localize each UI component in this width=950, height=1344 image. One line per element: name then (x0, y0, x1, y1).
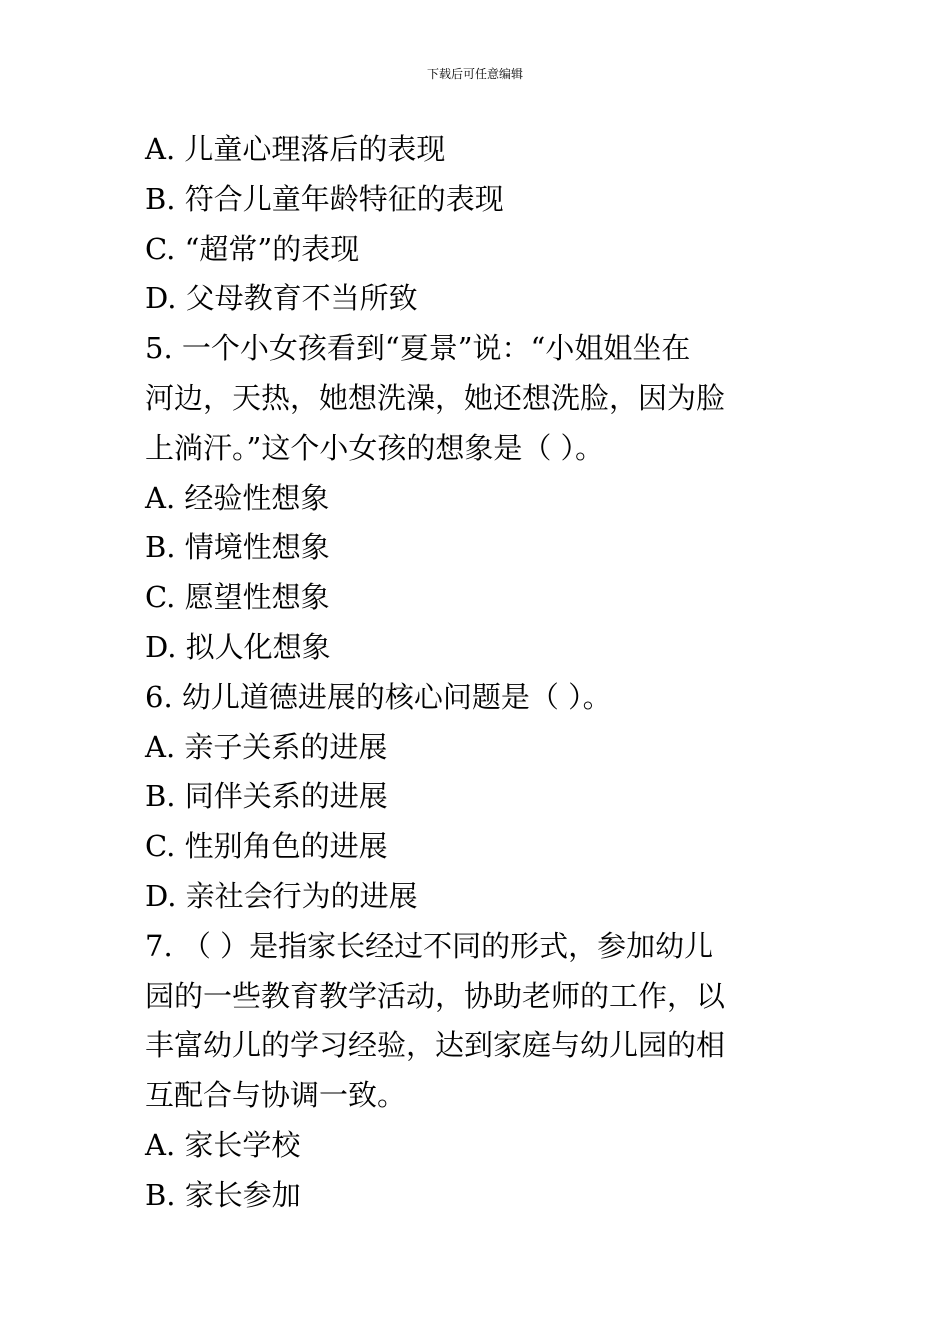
question-5-line: 5. 一个小女孩看到“夏景”说：“小姐姐坐在 (145, 331, 691, 366)
option-line: B. 同伴关系的进展 (145, 779, 388, 814)
question-7-line: 丰富幼儿的学习经验，达到家庭与幼儿园的相 (145, 1028, 726, 1063)
option-line: A. 儿童心理落后的表现 (145, 132, 446, 166)
document-body (145, 125, 810, 1221)
question-7-line: 互配合与协调一致。 (145, 1078, 407, 1113)
option-line: C. “超常”的表现 (145, 231, 360, 266)
option-line: D. 亲社会行为的进展 (145, 878, 418, 913)
option-line: B. 情境性想象 (145, 530, 330, 565)
question-5-line: 河边，天热，她想洗澡，她还想洗脸，因为脸 (145, 380, 726, 415)
option-line: B. 符合儿童年龄特征的表现 (145, 181, 504, 216)
option-line: A. 亲子关系的进展 (145, 729, 388, 764)
option-line: A. 家长学校 (145, 1127, 301, 1162)
option-line: D. 父母教育不当所致 (145, 281, 418, 316)
question-5-line: 上淌汗。”这个小女孩的想象是（ ）。 (145, 430, 605, 465)
option-line: C. 性别角色的进展 (145, 829, 388, 864)
question-7-line: 园的一些教育教学活动，协助老师的工作，以 (145, 978, 726, 1013)
option-line: B. 家长参加 (145, 1177, 301, 1212)
option-line: D. 拟人化想象 (145, 629, 331, 664)
question-7-line: 7. （ ）是指家长经过不同的形式，参加幼儿 (145, 928, 714, 963)
page-header-note: 下载后可任意编辑 (426, 67, 523, 81)
option-line: A. 经验性想象 (145, 480, 330, 515)
option-line: C. 愿望性想象 (145, 580, 330, 615)
question-6-line: 6. 幼儿道德进展的核心问题是（ ）。 (145, 679, 612, 714)
